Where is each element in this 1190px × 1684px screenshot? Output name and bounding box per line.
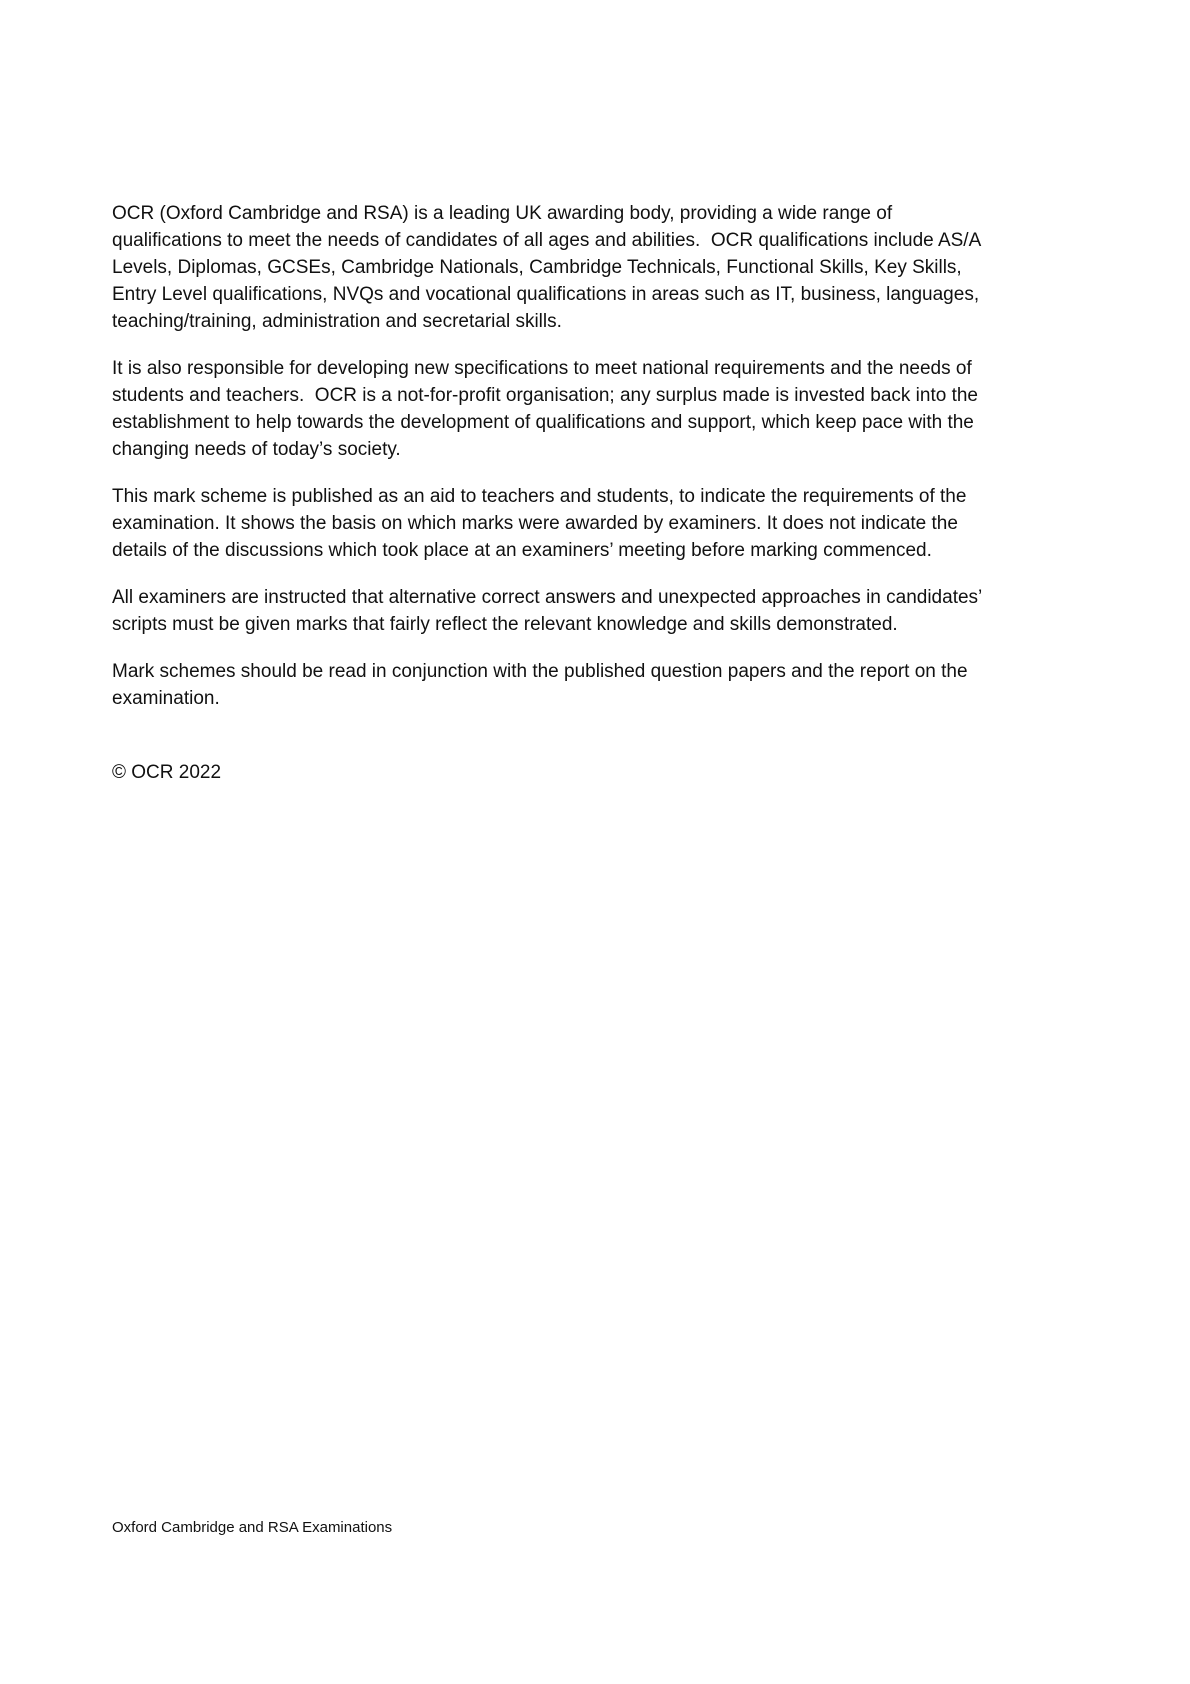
paragraph-mark-scheme-reading: Mark schemes should be read in conjunction with the published question papers and the report on the examination. xyxy=(112,661,973,709)
paragraph-examiner-instructions: All examiners are instructed that alternative correct answers and unexpected approaches in candidates’ scripts must be given marks that fairly reflect the relevant knowledge and skills demonstrated. xyxy=(112,587,987,635)
paragraph-ocr-intro: OCR (Oxford Cambridge and RSA) is a leading UK awarding body, providing a wide range of qualifications to meet the needs of candidates of all ages and abilities. OCR qualifications include AS/A Levels, Diplomas, GCSEs, Cambridge Nationals, Cambridge Technicals, Functional Skills, Key Skills, Entry Level qualifications, NVQs and vocational qualifications in areas such as IT, business, languages, teaching/training, administration and secretarial skills. xyxy=(112,203,986,332)
paragraph-mark-scheme-purpose: This mark scheme is published as an aid to teachers and students, to indicate the requirements of the examination. It shows the basis on which marks were awarded by examiners. It does not indicate the details of the discussions which took place at an examiners’ meeting before marking commenced. xyxy=(112,486,972,561)
copyright-line: © OCR 2022 xyxy=(112,762,222,783)
page-footer: Oxford Cambridge and RSA Examinations xyxy=(112,1519,393,1536)
page-content xyxy=(112,200,990,806)
paragraph-ocr-responsibility: It is also responsible for developing new specifications to meet national requirements and the needs of students and teachers. OCR is a not-for-profit organisation; any surplus made is invested back into the establishment to help towards the development of qualifications and support, which keep pace with the changing needs of today’s society. xyxy=(112,358,984,460)
